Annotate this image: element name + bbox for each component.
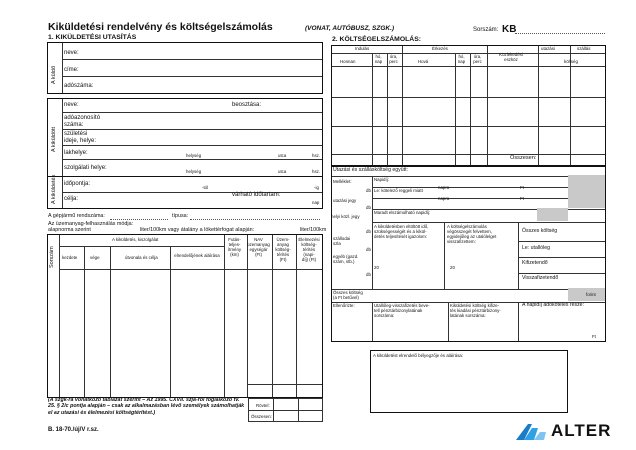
table-side-label: Sorszám (49, 246, 55, 268)
mission-side-label: A kiküldetés (51, 174, 57, 204)
car-type-line[interactable] (190, 219, 320, 220)
logo-text: ALTER (551, 421, 612, 440)
cert-year-1: 20 (374, 265, 379, 270)
h-hova: Hová (418, 59, 429, 64)
napidij-label: Napidíj: (374, 177, 389, 182)
utallog-visszafizetes-label: Utallóleg-visszafizetés beve- tell pénztárbizonylatának sorszáma: (374, 303, 430, 318)
h-kozl: Közlekedési eszköz (499, 52, 523, 62)
fuel-base-label: alapnorma szerint (48, 227, 91, 233)
th-vege: vége (90, 255, 100, 260)
egyeb-label: egyéb (gazd. szám, stb.) (333, 254, 359, 264)
address-city-label: helység (186, 153, 202, 158)
osszes-koltseg-label: Összes költség (522, 228, 558, 234)
mission-time-label: időpontja: (64, 181, 91, 187)
mission-goal-label: célja: (64, 196, 79, 202)
employee-position-label: beosztása: (232, 102, 262, 108)
employee-birth-label: születési ideje, helye: (64, 131, 97, 144)
car-type-label: típusa: (172, 213, 189, 219)
forint-label: forint (586, 292, 596, 297)
osszes-betuvel-label: Összes költség (a Ft betűvel) (333, 290, 363, 300)
serial-value: KB (502, 24, 517, 35)
serial-label: Sorszám: (473, 27, 499, 33)
th-elrendelo: elrendelőjének aláírása (174, 253, 220, 258)
h-erkezes: Érkezés (432, 46, 448, 51)
mission-from-label: -tól (202, 185, 209, 190)
address-street-label: utca (278, 153, 287, 158)
page-title: Kiküldetési rendelvény és költségelszámolás (48, 21, 273, 33)
sender-name-label: neve: (64, 50, 79, 56)
employee-side-label: A kiküldött (51, 126, 57, 152)
signature-box[interactable] (370, 350, 568, 413)
employee-workplace-label: szolgálati helye: (64, 165, 107, 171)
h-ora-2: óra, perc (473, 54, 482, 64)
ado-label: A napidíj adóköteles része: (522, 302, 585, 308)
koltseg-kifizetes-label: Kiküldetési költség kifize- tés kiadási pénztárbizony- latának sorszáma: (450, 303, 501, 318)
section-1-title: 1. KIKÜLDETÉSI UTASÍTÁS (48, 34, 137, 41)
db-4: db (366, 247, 371, 252)
mission-duration-label: várható időtartam: (232, 192, 281, 198)
melleklet-label: Melléklet: (333, 179, 352, 184)
sender-side-label: A küldő (51, 65, 57, 84)
le-reggeli-label: Le: kötelező reggeli miatt (374, 188, 423, 193)
h-honnan: Honnan (340, 59, 356, 64)
th-utvonal: útvonala és célja (125, 255, 158, 260)
ellenorizte-label: Ellenőrizte: (333, 303, 355, 308)
car-plate-label: A gépjármű rendszáma: (48, 213, 105, 219)
cost-total-label: Összesen: (510, 155, 537, 161)
kifizetendo-label: Kifizetendő (522, 260, 548, 266)
employee-name-label: neve: (64, 102, 79, 108)
ft-2: Ft (520, 196, 524, 201)
th-kezdete: kezdete (62, 255, 78, 260)
employee-address-label: lakhelye: (64, 150, 88, 156)
visszafizetendo-label: Visszafizetendő (522, 275, 559, 281)
db-2: db (366, 205, 371, 210)
szallas-szla-label: szállodai szla (333, 236, 351, 246)
employee-tax-label: adóazonosító száma: (64, 115, 101, 128)
shade-napidij (568, 175, 605, 208)
napra-2: napra (438, 196, 450, 201)
alter-logo (514, 420, 634, 442)
sender-address-label: címe: (64, 67, 79, 73)
h-ho-2: hó, nap (457, 54, 466, 64)
th-futas: Futás- teljes- ítmény (km) (227, 237, 242, 257)
utazasi-total-label: Utazási és szállásköltség együtt: (333, 167, 408, 173)
napra-1: napra (438, 185, 450, 190)
th-kiskulet: A kiküldetés, kiszolgálat (112, 237, 159, 242)
db-1: db (366, 188, 371, 193)
le-utallog-label: Le: utallóleg (522, 245, 550, 251)
fuel-l2-label: liter/100km (300, 227, 327, 233)
cert-year-2: 20 (450, 265, 455, 270)
fuel-norm-label: Az üzemanyag-felhasználás módja: (48, 221, 134, 227)
rovtel-label: Rövtel: (256, 403, 270, 408)
th-nav: NAV üzemanyag egységár (Ft) (247, 237, 270, 257)
workplace-city-label: helység (186, 169, 202, 174)
osszesen-left-label: Összesen: (251, 414, 272, 419)
address-number-label: hsz. (312, 153, 321, 158)
maradt-label: Maradt elszámolható napidíj: (374, 210, 431, 215)
workplace-street-label: utca (278, 169, 287, 174)
mission-to-label: -ig (314, 185, 319, 190)
vehicle-note: (VONAT, AUTÓBUSZ, SZGK.) (305, 25, 395, 32)
ft-1: Ft (520, 185, 524, 190)
car-plate-line[interactable] (110, 219, 168, 220)
h-szallas: szállás (577, 46, 591, 51)
sender-tax-label: adószáma: (64, 83, 94, 89)
cert-1: A kiküldetésben eltöltött idő, szükségességét és a kikül- detés teljesítését igazolom: (374, 224, 429, 239)
db-5: db (366, 272, 371, 277)
form-code: B. 18-70./új/V r.sz. (48, 427, 99, 433)
helyi-label: helyi közl. jegy (331, 214, 360, 219)
db-3: db (366, 229, 371, 234)
logo-mark-icon (514, 420, 550, 442)
utazasi-jegy-label: utazási jegy (333, 198, 357, 203)
h-indulas: Indulás (355, 46, 370, 51)
h-koltseg: költség (564, 59, 578, 64)
ado-ft-label: Ft (592, 334, 596, 339)
serial-line[interactable] (515, 33, 605, 34)
cert-2: A költségelszámolás végösszegét felvettem, egyidejűleg az utalólelget visszafizettem: (447, 224, 497, 244)
section-2-title: 2. KÖLTSÉGELSZÁMOLÁS: (332, 36, 421, 43)
footnote: (A szgk-ra vonatkozó táblázat szerint – Az 1995. CXVII. szja-ról foglalkozó tv. 25. § 2/c pontja alapján – csak az alkalmazásban lévő személyek számolhatják el az utazási és élelmezési költségtérítést.) (48, 397, 245, 416)
h-ora-1: óra, perc (389, 54, 398, 64)
mission-duration-unit: nap (312, 200, 320, 205)
workplace-number-label: hsz. (312, 169, 321, 174)
h-utazasi: utazási (541, 46, 555, 51)
signature-label: A kiküldetést elrendelő bélyegzője és aláírása: (373, 353, 464, 358)
th-uzem: Üzem- anyag költség- térítés (Ft) (275, 237, 291, 262)
shade-maradt (537, 208, 568, 221)
h-ho-1: hó, nap (374, 54, 383, 64)
fuel-l1-label: liter/100km vagy átalány a lökettérfogat alapján: (140, 227, 255, 233)
th-elemes: Élelmezési költség- térítés (napi- díj) (Ft) (298, 237, 320, 262)
